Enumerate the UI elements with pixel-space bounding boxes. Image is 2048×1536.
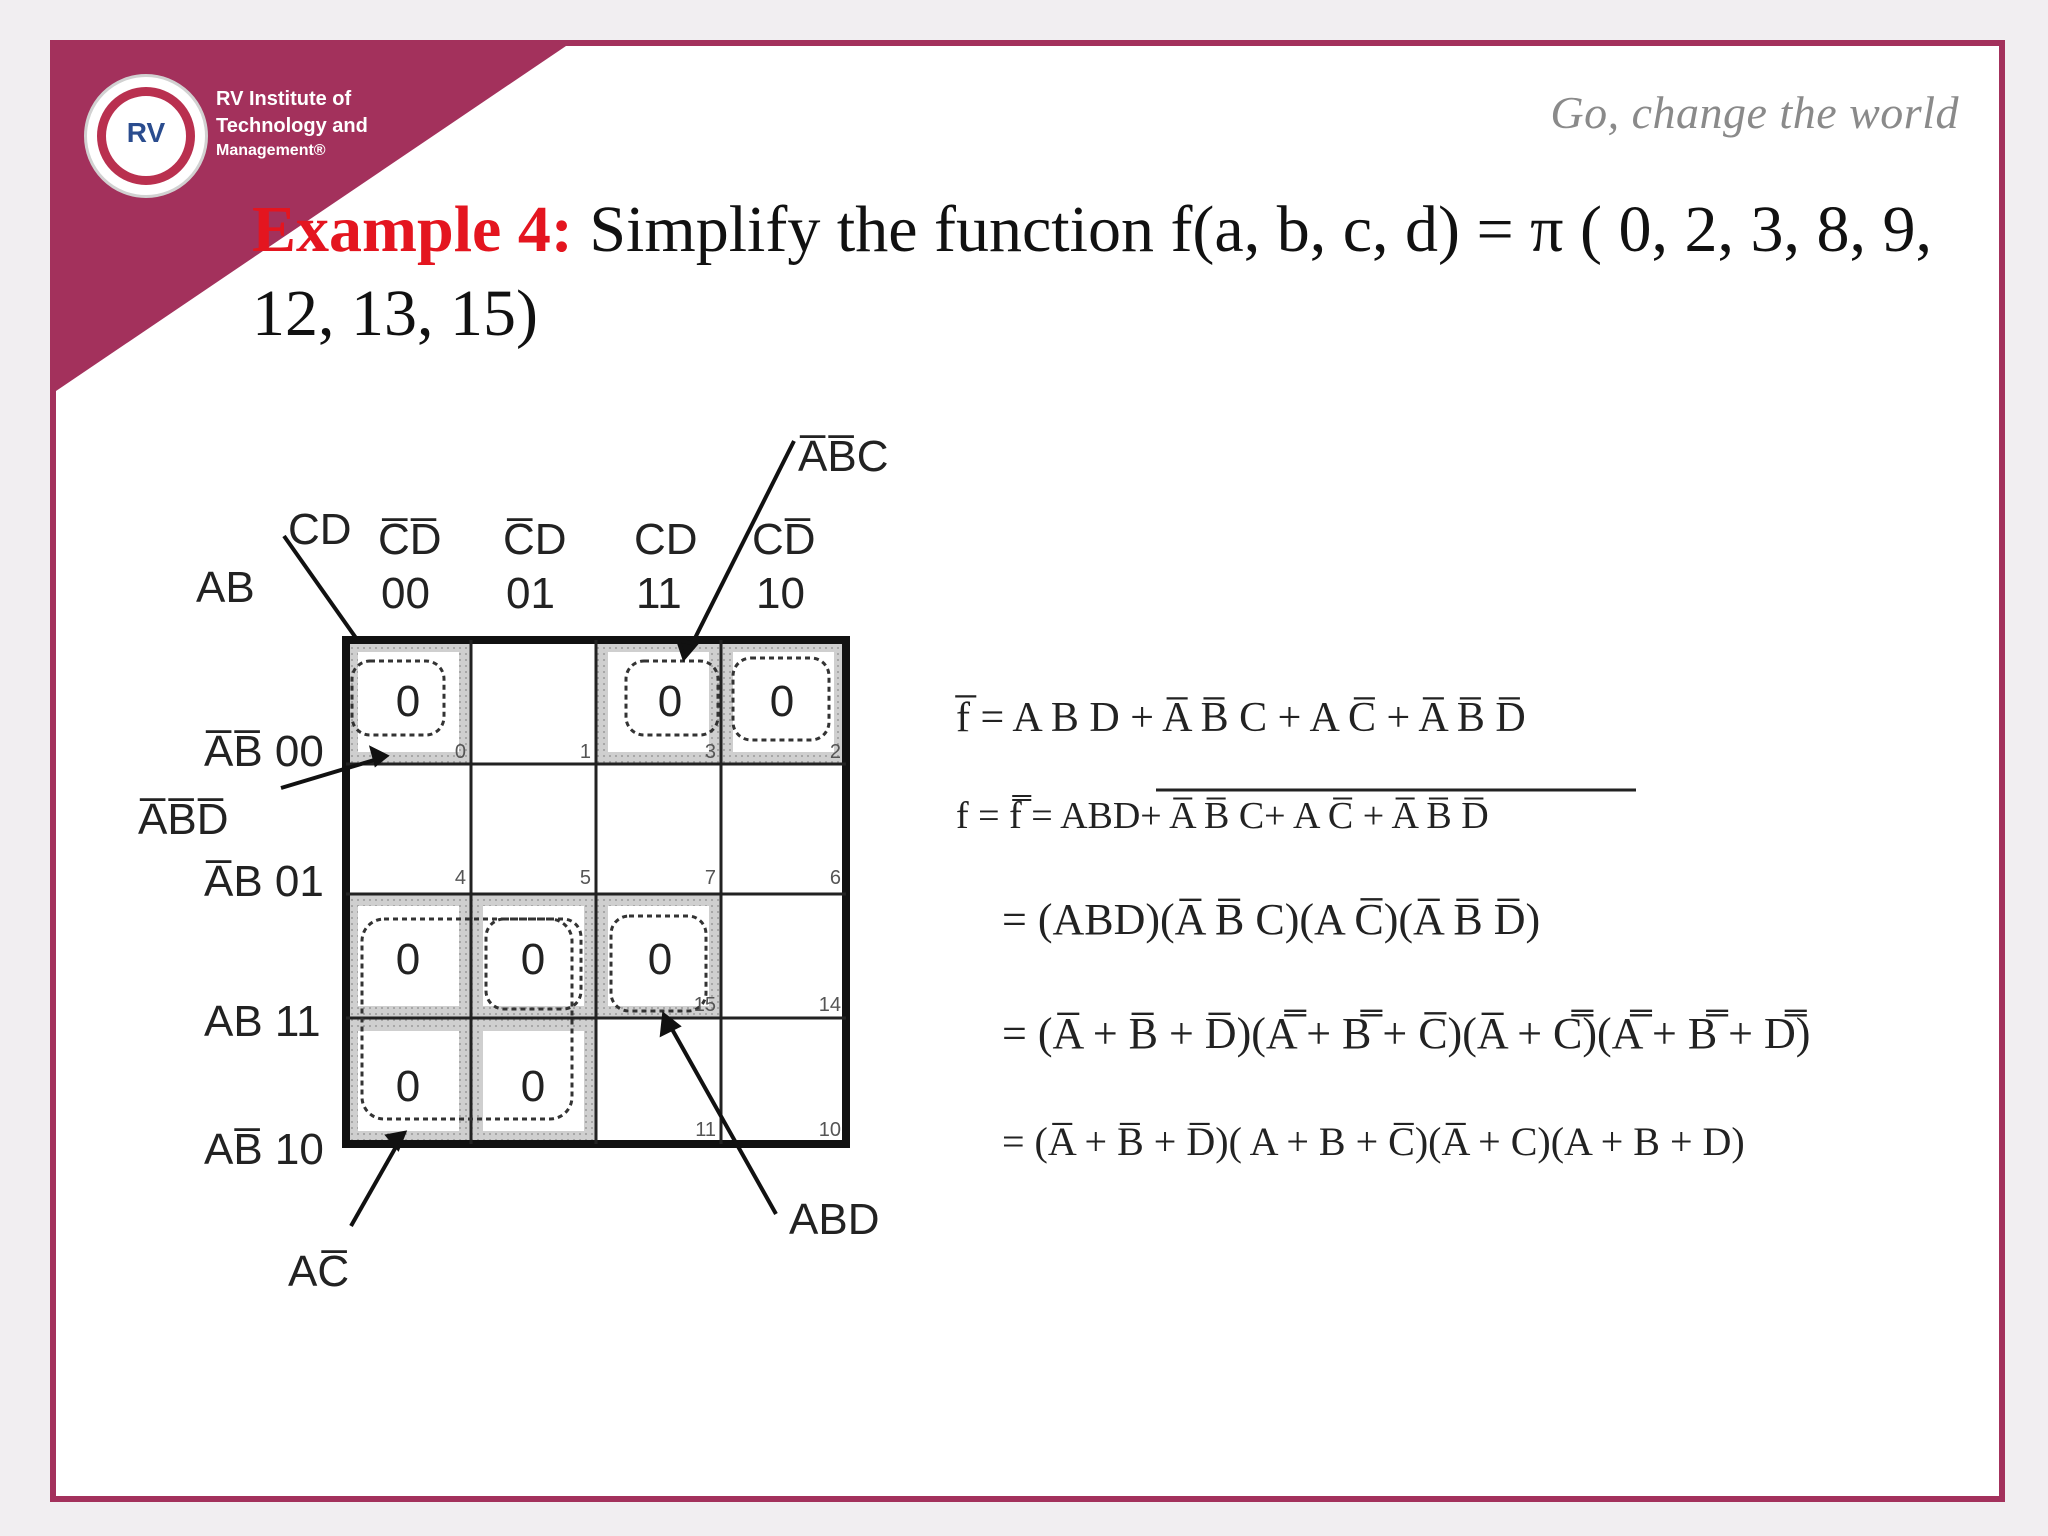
- example-label: Example 4:: [252, 193, 573, 266]
- kmap-cell-13: 0: [520, 935, 546, 984]
- institute-name-line3: Management®: [216, 142, 326, 159]
- kmap-diagram: [56, 46, 2005, 1502]
- example-statement: Simplify the function f(a, b, c, d) = π ( 0, 2, 3, 8, 9, 12, 13, 15): [252, 193, 1932, 350]
- annotation-abar-bbar-c: A̅B̅C: [798, 432, 889, 481]
- kmap-index-5: 5: [579, 867, 591, 889]
- equation-3: = (ABD)(A̅ B̅ C)(A C̅)(A̅ B̅ D̅): [1002, 895, 1541, 944]
- kmap-index-11: 11: [695, 1119, 716, 1141]
- kmap-cell-3: 0: [657, 677, 683, 726]
- kmap-col-var-2: CD: [634, 515, 698, 564]
- kmap-index-0: 0: [454, 741, 466, 763]
- equation-4: = (A̅ + B̅ + D̅)(A̿ + B̿ + C̅)(A̅ + C̿)(A̿ + B̿ + D̿): [1002, 1009, 1811, 1058]
- kmap-col-code-0: 00: [381, 569, 430, 618]
- kmap-corner-ab: AB: [196, 563, 255, 612]
- institute-name-line1: RV Institute of: [216, 88, 352, 110]
- kmap-cell-15: 0: [647, 935, 673, 984]
- kmap-row-label-1: A̅B 01: [204, 857, 324, 906]
- kmap-index-3: 3: [704, 741, 716, 763]
- annotation-abd: ABD: [789, 1195, 880, 1244]
- kmap-col-code-3: 10: [756, 569, 805, 618]
- kmap-index-14: 14: [818, 994, 841, 1016]
- kmap-cell-9: 0: [520, 1062, 546, 1111]
- kmap-index-10: 10: [818, 1119, 841, 1141]
- kmap-index-1: 1: [579, 741, 591, 763]
- equation-1: f̅ = A B D + A̅ B̅ C + A C̅ + A̅ B̅ D̅: [956, 695, 1526, 741]
- tagline: Go, change the world: [1550, 87, 1959, 138]
- kmap-col-code-1: 01: [506, 569, 555, 618]
- institute-name-line2: Technology and: [216, 115, 368, 137]
- kmap-cell-0: 0: [395, 677, 421, 726]
- kmap-row-label-2: AB 11: [204, 997, 321, 1046]
- kmap-cell-2: 0: [769, 677, 795, 726]
- kmap-col-var-1: C̅D: [503, 515, 567, 564]
- kmap-index-4: 4: [454, 867, 466, 889]
- kmap-index-2: 2: [829, 741, 841, 763]
- logo-monogram: RV: [126, 117, 166, 148]
- kmap-cell-12: 0: [395, 935, 421, 984]
- annotation-abar-bbar-dbar: A̅B̅D̅: [138, 795, 229, 844]
- kmap-col-var-0: C̅D̅: [378, 515, 442, 564]
- slide-frame: [50, 40, 2005, 1502]
- kmap-col-code-2: 11: [636, 569, 682, 618]
- kmap-corner-cd: CD: [288, 505, 352, 554]
- annotation-a-cbar: AC̅: [288, 1247, 350, 1296]
- kmap-index-15: 15: [693, 994, 716, 1016]
- kmap-cell-8: 0: [395, 1062, 421, 1111]
- equation-2: f = f̿ = ABD+ A̅ B̅ C+ A C̅ + A̅ B̅ D̅: [956, 795, 1489, 837]
- kmap-row-label-0: A̅B̅ 00: [204, 727, 324, 776]
- kmap-col-var-3: CD̅: [752, 515, 816, 564]
- equation-5: = (A̅ + B̅ + D̅)( A + B + C̅)(A̅ + C)(A + B + D): [1002, 1119, 1745, 1164]
- kmap-index-7: 7: [704, 867, 716, 889]
- kmap-index-6: 6: [829, 867, 841, 889]
- kmap-row-label-3: AB̅ 10: [204, 1125, 324, 1174]
